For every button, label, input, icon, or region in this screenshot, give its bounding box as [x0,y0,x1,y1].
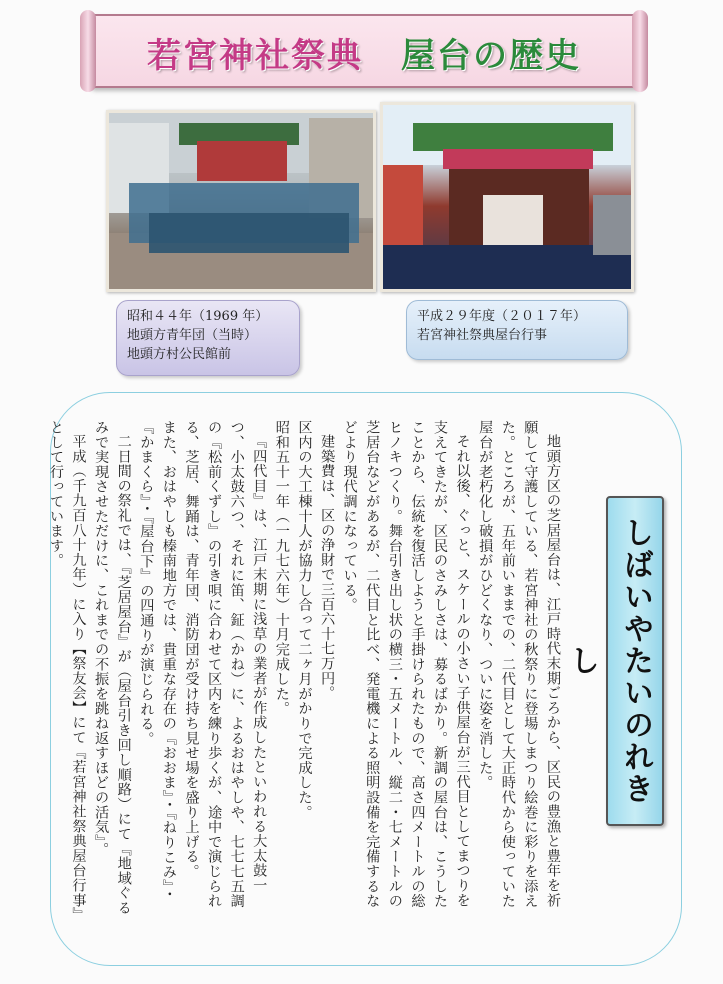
caption-1969-line-1: 昭和４４年（1969 年） [127,309,269,324]
body-paragraph: 二日間の祭礼では、『芝居屋台』が（屋台引き回し順路）にて『地域ぐるみで実現させただけに、これまでの不振を跳ね返すほどの活気』。 [93,420,132,916]
title-banner [88,14,640,88]
caption-2017-line-2: 若宮神社祭典屋台行事 [417,328,548,343]
body-paragraph: また、おはやしも榛南地方では、貴重な存在の『おおま』・『ねりこみ』・『かまくら』・『屋台下』の四通りが演じられる。 [138,420,177,902]
caption-1969-line-2: 地頭方青年団（当時） [127,328,258,343]
body-paragraph: 地頭方区の芝居屋台は、江戸時代末期ごろから、区民の豊漁と豊年を祈願して守護している、若宮神社の秋祭りに登場しまつり絵巻に彩りを添えた。ところが、五年前いままでの、二代目として大正時代から使っていた屋台が老朽化し破損がひどくなり、ついに姿を消した。 [477,420,561,909]
title-part-history: 屋台の歴史 [401,36,581,76]
history-body-text [47,420,564,920]
caption-2017-line-1: 平成２９年度（２０１７年） [417,309,587,324]
title-part-festival: 若宮神社祭典 [147,36,363,76]
body-paragraph: 『四代目』は、江戸末期に浅草の業者が作成したといわれる大太鼓一つ、小太鼓六つ、それに笛、鉦（かね）に、よるおはやしや、七七七五調の『松前くずし』の引き唄に合わせて区内を練り歩くが、途中で演じられる、芝居、舞踊は、青年団、消防団が受け持ち見せ場を盛り上げる。 [183,420,268,909]
photo-2017-caption [406,300,628,360]
side-title-box [564,496,664,826]
photo-2017-float [380,102,634,292]
page-title [90,28,638,77]
body-paragraph: それ以後、ぐっと、スケールの小さい子供屋台が三代目としてまつりを支えてきたが、区民のさみしさは、募るばかり。新調の屋台は、こうしたことから、伝統を復活しようと手掛けられたもので、高さ四メートルの総ヒノキつくり。舞台引き出し状の横三・五メートル、縦二・七メートルの芝居台などがあるが、二代目と比べ、発電機による照明設備を完備するなどより現代調になっている。 [341,420,471,909]
body-paragraph: 昭和五十一年（一九七六年）十月完成した。 [273,420,290,716]
side-title: しばいやたいのれきし [564,517,653,805]
photo-1969-caption [116,300,300,376]
photo-1969-group [106,110,376,292]
body-paragraph: 建築費は、区の浄財で三百六十七万円。 [319,434,336,701]
body-paragraph: 平成（千九百八十九年）に入り【祭友会】にて『若宮神社祭典屋台行事』として行っています。 [47,420,87,916]
body-paragraph: 区内の大工棟十人が協力し合って二ヶ月がかりで完成した。 [296,420,313,820]
caption-1969-line-3: 地頭方村公民館前 [127,347,232,362]
